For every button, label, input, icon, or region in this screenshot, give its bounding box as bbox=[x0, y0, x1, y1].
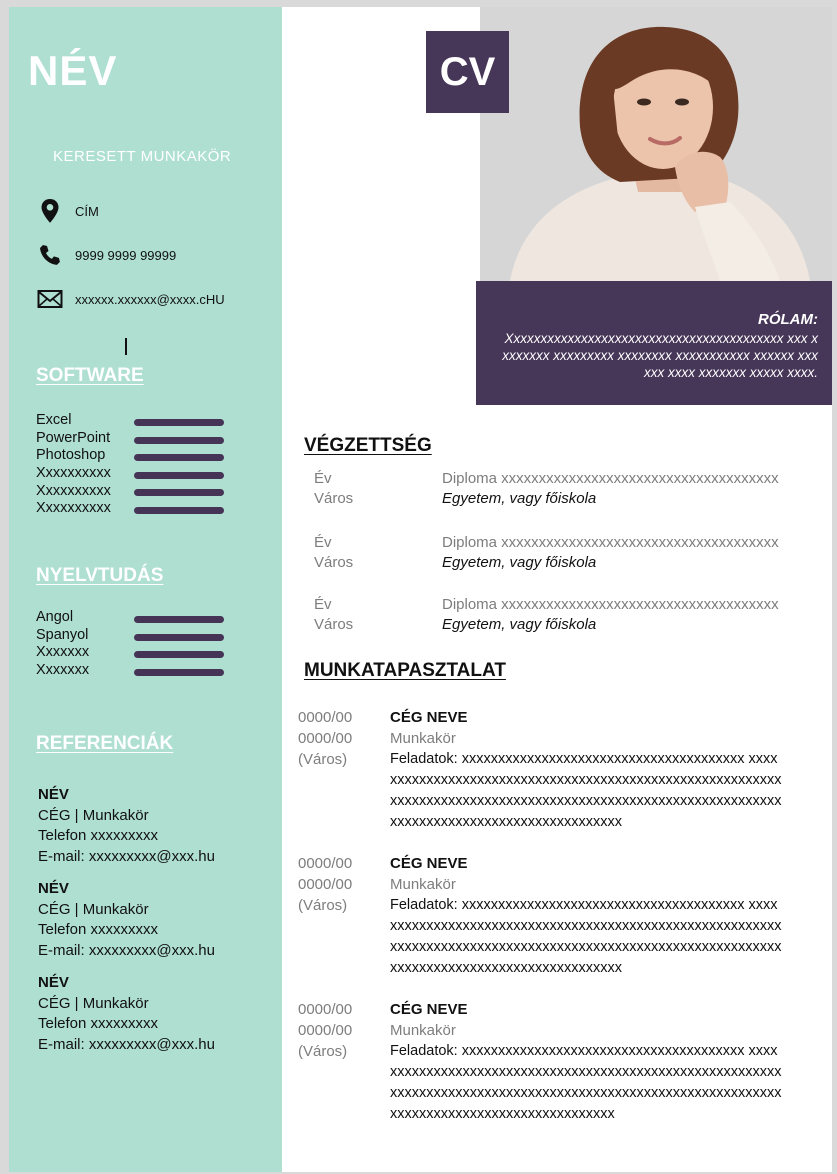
software-heading: SOFTWARE bbox=[36, 365, 144, 386]
language-bar bbox=[134, 651, 224, 658]
skill-bar bbox=[134, 472, 224, 479]
phone-text: 9999 9999 99999 bbox=[75, 247, 177, 263]
language-row: Spanyol bbox=[36, 627, 236, 645]
languages-list bbox=[36, 609, 236, 679]
person-name: NÉV bbox=[28, 47, 118, 94]
reference-item: NÉV CÉG | Munkakör Telefon xxxxxxxxx E-mail: xxxxxxxxx@xxx.hu bbox=[38, 974, 215, 1053]
education-heading: VÉGZETTSÉG bbox=[304, 435, 432, 456]
software-list bbox=[36, 412, 236, 518]
skill-row: Excel bbox=[36, 412, 236, 430]
profile-photo bbox=[480, 7, 832, 281]
about-title: RÓLAM: bbox=[758, 311, 818, 328]
education-item: Év Diploma xxxxxxxxxxxxxxxxxxxxxxxxxxxxxxxxxxxxx Város Egyetem, vagy főiskola bbox=[314, 470, 779, 507]
contact-phone bbox=[37, 242, 176, 268]
envelope-icon bbox=[37, 286, 63, 312]
skill-bar bbox=[134, 507, 224, 514]
skill-bar bbox=[134, 437, 224, 444]
email-text: xxxxxx.xxxxxx@xxxx.cHU bbox=[75, 291, 225, 307]
map-pin-icon bbox=[37, 198, 63, 224]
contact-email bbox=[37, 286, 225, 312]
sidebar bbox=[9, 7, 282, 1172]
language-bar bbox=[134, 616, 224, 623]
skill-row: Xxxxxxxxxx bbox=[36, 482, 236, 500]
about-box bbox=[476, 281, 832, 405]
language-row: Xxxxxxx bbox=[36, 644, 236, 662]
skill-row: Xxxxxxxxxx bbox=[36, 465, 236, 483]
education-item: Év Diploma xxxxxxxxxxxxxxxxxxxxxxxxxxxxxxxxxxxxx Város Egyetem, vagy főiskola bbox=[314, 534, 779, 571]
about-text: Xxxxxxxxxxxxxxxxxxxxxxxxxxxxxxxxxxxxxxxxx xxx xxxxxxxx xxxxxxxxx xxxxxxxx xxxxxxxxxxx xxxxxx xxxxxx xxxx xxxxxxx xxxxx xxxx. bbox=[502, 331, 818, 380]
language-row: Xxxxxxx bbox=[36, 662, 236, 680]
skill-row: Photoshop bbox=[36, 447, 236, 465]
references-heading: REFERENCIÁK bbox=[36, 733, 174, 754]
language-bar bbox=[134, 669, 224, 676]
address-text: CÍM bbox=[75, 203, 99, 219]
reference-item: NÉV CÉG | Munkakör Telefon xxxxxxxxx E-mail: xxxxxxxxx@xxx.hu bbox=[38, 786, 215, 865]
skill-row: PowerPoint bbox=[36, 430, 236, 448]
text-cursor bbox=[125, 338, 127, 355]
skill-bar bbox=[134, 454, 224, 461]
phone-icon bbox=[37, 242, 63, 268]
skill-row: Xxxxxxxxxx bbox=[36, 500, 236, 518]
cv-page: NÉV KERESETT MUNKAKÖR CÍM 9999 9999 99999 xxxxxx.xxxxxx@xxxx.cHU SOFTWARE Excel PowerPoint Photoshop Xxxxxxxxxx Xxxxxxxxxx Xxxxxxxxxx NYELVTUDÁS Angol Spanyol Xxxxxxx Xxxxxxx REFERENCIÁK NÉV CÉG | Munkakör Telefon xxxxxxxxx E-mail: xxxxxxxxx@xxx.hu NÉV CÉG | Munkakör Telefon xxxxxxxxx E-mail: xxxxxxxxx@xxx.hu NÉV CÉG | Munkakör Telefon xxxxxxxxx E-mail: xxxxxxxxx@xxx.hu CV RÓLAM: Xxxxxxxxxxxxxxxxxxxxxxxxxxxxxxxxxxxxxxxxx xxx xxxxxxxx xxxxxxxxx xxxxxxxx xxxxxxxxxxx xxxxxx xxxxxx xxxx xxxxxxx xxxxx xxxx. VÉGZETTSÉG Év Diploma xxxxxxxxxxxxxxxxxxxxxxxxxxxxxxxxxxxxx Város Egyetem, vagy főiskola Év Diploma xxxxxxxxxxxxxxxxxxxxxxxxxxxxxxxxxxxxx Város Egyetem, vagy főiskola Év Diploma xxxxxxxxxxxxxxxxxxxxxxxxxxxxxxxxxxxxx Város Egyetem, vagy főiskola MUNKATAPASZTALAT 0000/00 0000/00 (Város) CÉG NEVE Munkakör Feladatok: xxxxxxxxxxxxxxxxxxxxxxxxxxxxxxxxxxxxxxx xxxxxxxxxxxxxxxxxxxxxxxxxxxxxxxxxxxxxxxxxxxxxxxxxxxxxxxxxxxxxxxxxxxxxxxxxxxxxxxxxxxxxxxxxxxxxxxxxxxxxxxxxxxxxxxxxxxxxxxxxxxxxxxxxxxxxxxxxxxxxxxx 0000/00 0000/00 (Város) CÉG NEVE Munkakör Feladatok: xxxxxxxxxxxxxxxxxxxxxxxxxxxxxxxxxxxxxxx xxxxxxxxxxxxxxxxxxxxxxxxxxxxxxxxxxxxxxxxxxxxxxxxxxxxxxxxxxxxxxxxxxxxxxxxxxxxxxxxxxxxxxxxxxxxxxxxxxxxxxxxxxxxxxxxxxxxxxxxxxxxxxxxxxxxxxxxxxxxxxxx 0000/00 0000/00 (Város) CÉG NEVE Munkakör Feladatok: xxxxxxxxxxxxxxxxxxxxxxxxxxxxxxxxxxxxxxx xxxxxxxxxxxxxxxxxxxxxxxxxxxxxxxxxxxxxxxxxxxxxxxxxxxxxxxxxxxxxxxxxxxxxxxxxxxxxxxxxxxxxxxxxxxxxxxxxxxxxxxxxxxxxxxxxxxxxxxxxxxxxxxxxxxxxxxxxxxxxxx bbox=[9, 7, 832, 1172]
languages-heading: NYELVTUDÁS bbox=[36, 565, 164, 586]
contact-address bbox=[37, 198, 99, 224]
skill-bar bbox=[134, 419, 224, 426]
language-row: Angol bbox=[36, 609, 236, 627]
reference-item: NÉV CÉG | Munkakör Telefon xxxxxxxxx E-mail: xxxxxxxxx@xxx.hu bbox=[38, 880, 215, 959]
education-item: Év Diploma xxxxxxxxxxxxxxxxxxxxxxxxxxxxxxxxxxxxx Város Egyetem, vagy főiskola bbox=[314, 596, 779, 633]
skill-bar bbox=[134, 489, 224, 496]
language-bar bbox=[134, 634, 224, 641]
job-title: KERESETT MUNKAKÖR bbox=[53, 148, 232, 165]
cv-badge: CV bbox=[426, 31, 509, 113]
references-list bbox=[38, 785, 278, 1067]
experience-heading: MUNKATAPASZTALAT bbox=[304, 660, 506, 681]
